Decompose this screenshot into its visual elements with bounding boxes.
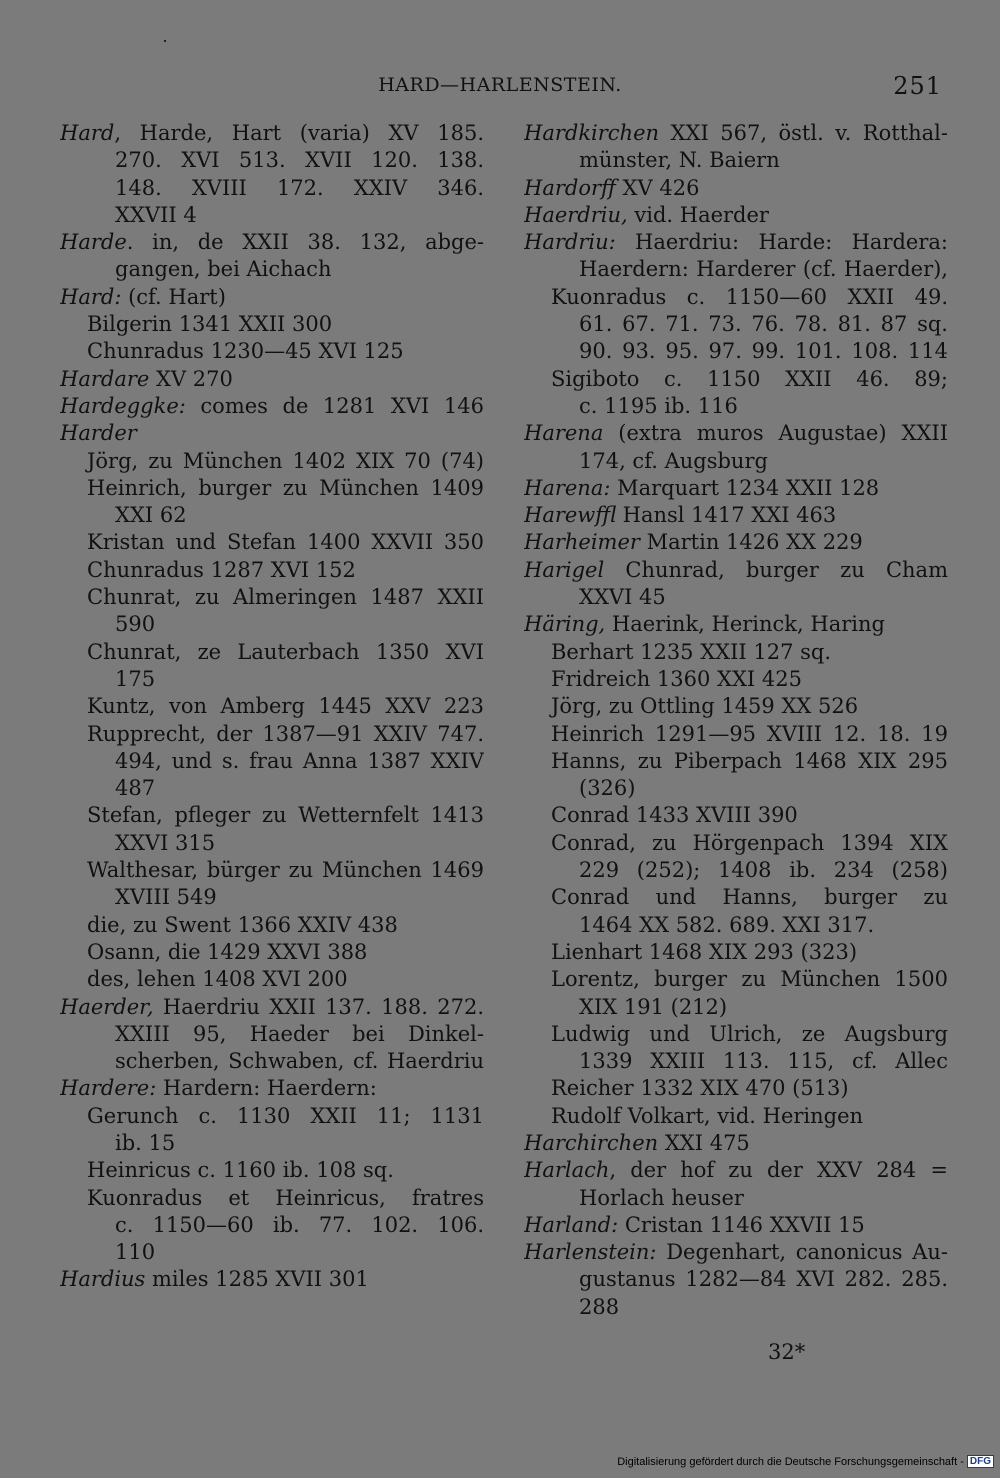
entry-text: Reicher 1332 XIX 470 (513) bbox=[551, 1076, 849, 1101]
entry-line bbox=[524, 775, 948, 802]
entry-text: Horlach heuser bbox=[579, 1185, 744, 1210]
entry-headword-line bbox=[60, 994, 484, 1021]
entry-headword-line bbox=[524, 175, 948, 202]
entry-text: Hansl 1417 XXI 463 bbox=[615, 503, 837, 528]
entry-text: Conrad 1433 XVIII 390 bbox=[551, 803, 798, 828]
entry-headword-line bbox=[524, 202, 948, 229]
entry-text: 494, und s. frau Anna 1387 XXIV bbox=[115, 748, 484, 773]
entry-text: Berhart 1235 XXII 127 sq. bbox=[551, 639, 832, 664]
headword: Harchirchen bbox=[524, 1130, 659, 1155]
entry-text: Sigiboto c. 1150 XXII 46. 89; bbox=[551, 366, 948, 391]
signature-mark: 32* bbox=[768, 1340, 806, 1364]
entry-line bbox=[524, 147, 948, 174]
entry-text: Chunrat, ze Lauterbach 1350 XVI bbox=[87, 639, 484, 664]
entry-line bbox=[524, 693, 948, 720]
entry-text: 270. XVI 513. XVII 120. 138. bbox=[115, 148, 484, 173]
entry-headword-line bbox=[524, 120, 948, 147]
headword: Hard: bbox=[60, 284, 122, 309]
entry-line bbox=[524, 966, 948, 993]
right-column bbox=[524, 120, 948, 1321]
entry-headword-line bbox=[60, 120, 484, 147]
entry-text: XV 270 bbox=[149, 366, 233, 391]
entry-text: Gerunch c. 1130 XXII 11; 1131 bbox=[87, 1103, 484, 1128]
entry-text: Rudolf Volkart, vid. Heringen bbox=[551, 1103, 864, 1128]
entry-line bbox=[60, 912, 484, 939]
entry-text: Chunradus 1230—45 XVI 125 bbox=[87, 339, 404, 364]
entry-text: münster, N. Baiern bbox=[579, 148, 780, 173]
entry-headword-line bbox=[60, 284, 484, 311]
entry-headword-line bbox=[524, 1130, 948, 1157]
entry-headword-line bbox=[524, 1157, 948, 1184]
entry-headword-line bbox=[524, 529, 948, 556]
entry-line bbox=[60, 338, 484, 365]
entry-text: XXI 567, östl. v. Rotthal- bbox=[659, 121, 948, 145]
headword: Harder bbox=[60, 421, 137, 446]
entry-line bbox=[60, 939, 484, 966]
entry-line bbox=[524, 857, 948, 884]
entry-text: Heinricus c. 1160 ib. 108 sq. bbox=[87, 1158, 394, 1183]
entry-text: Conrad, zu Hörgenpach 1394 XIX bbox=[551, 830, 948, 855]
entry-headword-line bbox=[524, 611, 948, 638]
entry-text: c. 1195 ib. 116 bbox=[579, 393, 738, 418]
entry-text: Bilgerin 1341 XXII 300 bbox=[87, 312, 333, 337]
entry-text: 288 bbox=[579, 1294, 620, 1319]
entry-text: Ludwig und Ulrich, ze Augsburg bbox=[551, 1021, 948, 1046]
running-head: HARD—HARLENSTEIN. bbox=[378, 74, 622, 96]
headword: Harde bbox=[60, 230, 127, 255]
entry-line bbox=[60, 311, 484, 338]
entry-line bbox=[524, 584, 948, 611]
entry-line bbox=[60, 557, 484, 584]
entry-line bbox=[524, 830, 948, 857]
entry-text: (326) bbox=[579, 776, 636, 801]
entry-line bbox=[60, 721, 484, 748]
entry-text: Jörg, zu Ottling 1459 XX 526 bbox=[551, 694, 859, 719]
entry-text: Conrad und Hanns, burger zu bbox=[551, 885, 948, 910]
entry-text: die, zu Swent 1366 XXIV 438 bbox=[87, 912, 398, 937]
entry-text: XXVI 315 bbox=[115, 830, 216, 855]
entry-text: XXI 475 bbox=[658, 1130, 750, 1155]
entry-text: Haerdriu: Harde: Hardera: bbox=[615, 230, 948, 255]
entry-line bbox=[60, 475, 484, 502]
entry-text: des, lehen 1408 XVI 200 bbox=[87, 967, 348, 992]
entry-line bbox=[524, 1266, 948, 1293]
entry-headword-line bbox=[524, 502, 948, 529]
entry-text: Heinrich, burger zu München 1409 bbox=[87, 475, 484, 500]
entry-text: ib. 15 bbox=[115, 1130, 176, 1155]
entry-line bbox=[60, 802, 484, 829]
entry-text: c. 1150—60 ib. 77. 102. 106. bbox=[115, 1212, 484, 1237]
entry-text: XVIII 549 bbox=[115, 885, 217, 910]
entry-line bbox=[524, 284, 948, 311]
entry-line bbox=[60, 857, 484, 884]
entry-line bbox=[60, 666, 484, 693]
entry-line bbox=[524, 939, 948, 966]
headword: Harheimer bbox=[524, 530, 640, 555]
entry-headword-line bbox=[60, 420, 484, 447]
entry-line bbox=[60, 748, 484, 775]
entry-headword-line bbox=[524, 1239, 948, 1266]
entry-line bbox=[524, 448, 948, 475]
entry-headword-line bbox=[524, 1212, 948, 1239]
entry-line bbox=[60, 147, 484, 174]
entry-text: XXVI 45 bbox=[579, 585, 666, 610]
entry-text: 1339 XXIII 113. 115, cf. Allec bbox=[579, 1049, 948, 1074]
headword: Harewffl bbox=[524, 503, 616, 528]
entry-headword-line bbox=[524, 229, 948, 256]
headword: Haerdriu, bbox=[524, 202, 628, 227]
entry-line bbox=[524, 1103, 948, 1130]
headword: Harlach bbox=[524, 1158, 610, 1183]
entry-text: Kuonradus et Heinricus, fratres bbox=[87, 1185, 484, 1210]
entry-headword-line bbox=[60, 1075, 484, 1102]
entry-line bbox=[524, 748, 948, 775]
entry-line bbox=[60, 448, 484, 475]
headword: Harigel bbox=[524, 557, 605, 582]
entry-line bbox=[60, 1021, 484, 1048]
entry-text: Degenhart, canonicus Au- bbox=[656, 1240, 948, 1265]
entry-text: Chunrat, zu Almeringen 1487 XXII bbox=[87, 585, 484, 610]
headword: Häring, bbox=[524, 612, 606, 637]
entry-text: Kuntz, von Amberg 1445 XXV 223 bbox=[87, 694, 484, 719]
entry-line bbox=[60, 529, 484, 556]
entry-line bbox=[524, 256, 948, 283]
entry-line bbox=[524, 802, 948, 829]
entry-line bbox=[60, 502, 484, 529]
entry-text: Lorentz, burger zu München 1500 bbox=[551, 967, 948, 992]
entry-text: Lienhart 1468 XIX 293 (323) bbox=[551, 939, 858, 964]
entry-text: Jörg, zu München 1402 XIX 70 (74) bbox=[87, 448, 484, 473]
headword: Harland: bbox=[524, 1212, 619, 1237]
headword: Harlenstein: bbox=[524, 1240, 657, 1265]
footer-text: Digitalisierung gefördert durch die Deutsche Forschungsgemeinschaft - bbox=[617, 1455, 964, 1468]
entry-text: Martin 1426 XX 229 bbox=[639, 530, 863, 555]
digitization-footer bbox=[617, 1455, 994, 1468]
entry-text: Fridreich 1360 XXI 425 bbox=[551, 666, 802, 691]
entry-line bbox=[60, 1212, 484, 1239]
entry-headword-line bbox=[60, 229, 484, 256]
entry-text: comes de 1281 XVI 146 bbox=[185, 393, 484, 418]
entry-line bbox=[60, 1130, 484, 1157]
entry-line bbox=[60, 1048, 484, 1075]
entry-text: 229 (252); 1408 ib. 234 (258) bbox=[579, 858, 948, 883]
headword: Harena: bbox=[524, 475, 611, 500]
headword: Haerder, bbox=[60, 994, 154, 1019]
entry-text: 590 bbox=[115, 612, 156, 637]
entry-text: XXIII 95, Haeder bei Dinkel- bbox=[115, 1021, 484, 1046]
entry-headword-line bbox=[60, 393, 484, 420]
entry-line bbox=[60, 1157, 484, 1184]
entry-line bbox=[524, 912, 948, 939]
entry-headword-line bbox=[524, 557, 948, 584]
entry-text: 90. 93. 95. 97. 99. 101. 108. 114 bbox=[579, 339, 948, 364]
entry-text: Cristan 1146 XXVII 15 bbox=[618, 1212, 865, 1237]
entry-line bbox=[60, 693, 484, 720]
entry-line bbox=[524, 721, 948, 748]
entry-text: 175 bbox=[115, 666, 156, 691]
entry-text: Stefan, pfleger zu Wetternfelt 1413 bbox=[87, 803, 484, 828]
entry-text: Haerink, Herinck, Haring bbox=[605, 612, 885, 637]
entry-headword-line bbox=[60, 1266, 484, 1293]
entry-headword-line bbox=[524, 475, 948, 502]
entry-text: scherben, Schwaben, cf. Haerdriu bbox=[115, 1049, 484, 1074]
entry-line bbox=[60, 202, 484, 229]
entry-text: Hanns, zu Piberpach 1468 XIX 295 bbox=[551, 748, 948, 773]
entry-line bbox=[524, 639, 948, 666]
left-column bbox=[60, 120, 484, 1294]
entry-text: , der hof zu der XXV 284 = bbox=[609, 1158, 948, 1183]
entry-text: XXVII 4 bbox=[115, 202, 197, 227]
entry-line bbox=[60, 639, 484, 666]
entry-text: 148. XVIII 172. XXIV 346. bbox=[115, 175, 484, 200]
entry-line bbox=[60, 256, 484, 283]
entry-line bbox=[524, 338, 948, 365]
headword: Hardeggke: bbox=[60, 393, 186, 418]
headword: Hardkirchen bbox=[524, 121, 660, 145]
entry-text: XV 426 bbox=[615, 175, 700, 200]
entry-text: 1464 XX 582. 689. XXI 317. bbox=[579, 912, 875, 937]
entry-line bbox=[524, 1185, 948, 1212]
entry-text: gangen, bei Aichach bbox=[115, 257, 332, 282]
entry-line bbox=[60, 1103, 484, 1130]
entry-line bbox=[524, 393, 948, 420]
entry-text: , Harde, Hart (varia) XV 185. bbox=[114, 121, 484, 145]
entry-line bbox=[524, 884, 948, 911]
headword: Hardius bbox=[60, 1267, 146, 1292]
entry-line bbox=[60, 175, 484, 202]
entry-text: Walthesar, bürger zu München 1469 bbox=[87, 858, 484, 883]
entry-text: XXI 62 bbox=[115, 503, 187, 528]
entry-line bbox=[524, 366, 948, 393]
entry-line bbox=[60, 884, 484, 911]
speck bbox=[164, 40, 166, 42]
entry-text: vid. Haerder bbox=[627, 202, 769, 227]
entry-text: Rupprecht, der 1387—91 XXIV 747. bbox=[87, 721, 484, 746]
headword: Hardere: bbox=[60, 1076, 157, 1101]
entry-text: Kuonradus c. 1150—60 XXII 49. bbox=[551, 284, 948, 309]
headword: Hardare bbox=[60, 366, 150, 391]
entry-line bbox=[524, 311, 948, 338]
entry-text: Hardern: Haerdern: bbox=[156, 1076, 377, 1101]
entry-text: Heinrich 1291—95 XVIII 12. 18. 19 bbox=[551, 721, 948, 746]
entry-text: Chunradus 1287 XVI 152 bbox=[87, 557, 356, 582]
headword: Harena bbox=[524, 421, 604, 446]
entry-text: . in, de XXII 38. 132, abge- bbox=[126, 230, 484, 255]
headword: Hard bbox=[60, 121, 115, 145]
entry-headword-line bbox=[60, 366, 484, 393]
entry-line bbox=[60, 830, 484, 857]
entry-text: Haerdern: Harderer (cf. Haerder), bbox=[579, 257, 948, 282]
entry-line bbox=[60, 775, 484, 802]
entry-text: (extra muros Augustae) XXII bbox=[603, 421, 948, 446]
entry-line bbox=[524, 666, 948, 693]
entry-text: 174, cf. Augsburg bbox=[579, 448, 768, 473]
entry-line bbox=[524, 994, 948, 1021]
entry-text: 487 bbox=[115, 776, 156, 801]
headword: Hardorff bbox=[524, 175, 616, 200]
entry-line bbox=[60, 611, 484, 638]
page-number: 251 bbox=[893, 72, 942, 100]
entry-text: Chunrad, burger zu Cham bbox=[625, 557, 948, 582]
entry-text: Haerdriu XXII 137. 188. 272. bbox=[153, 994, 484, 1019]
entry-line bbox=[60, 1239, 484, 1266]
dfg-logo: DFG bbox=[967, 1455, 994, 1468]
entry-text: miles 1285 XVII 301 bbox=[145, 1267, 369, 1292]
headword: Hardriu: bbox=[524, 230, 616, 255]
entry-text: 61. 67. 71. 73. 76. 78. 81. 87 sq. bbox=[579, 312, 948, 337]
entry-line bbox=[524, 1075, 948, 1102]
entry-text: Marquart 1234 XXII 128 bbox=[610, 475, 880, 500]
entry-line bbox=[60, 966, 484, 993]
entry-text: (cf. Hart) bbox=[121, 284, 226, 309]
entry-text: gustanus 1282—84 XVI 282. 285. bbox=[579, 1267, 948, 1292]
entry-line bbox=[524, 1021, 948, 1048]
entry-text: Kristan und Stefan 1400 XXVII 350 bbox=[87, 530, 484, 555]
entry-text: Osann, die 1429 XXVI 388 bbox=[87, 939, 368, 964]
entry-line bbox=[524, 1294, 948, 1321]
entry-line bbox=[524, 1048, 948, 1075]
entry-headword-line bbox=[524, 420, 948, 447]
entry-line bbox=[60, 584, 484, 611]
entry-text: 110 bbox=[115, 1240, 156, 1265]
entry-text: XIX 191 (212) bbox=[579, 994, 728, 1019]
entry-line bbox=[60, 1185, 484, 1212]
